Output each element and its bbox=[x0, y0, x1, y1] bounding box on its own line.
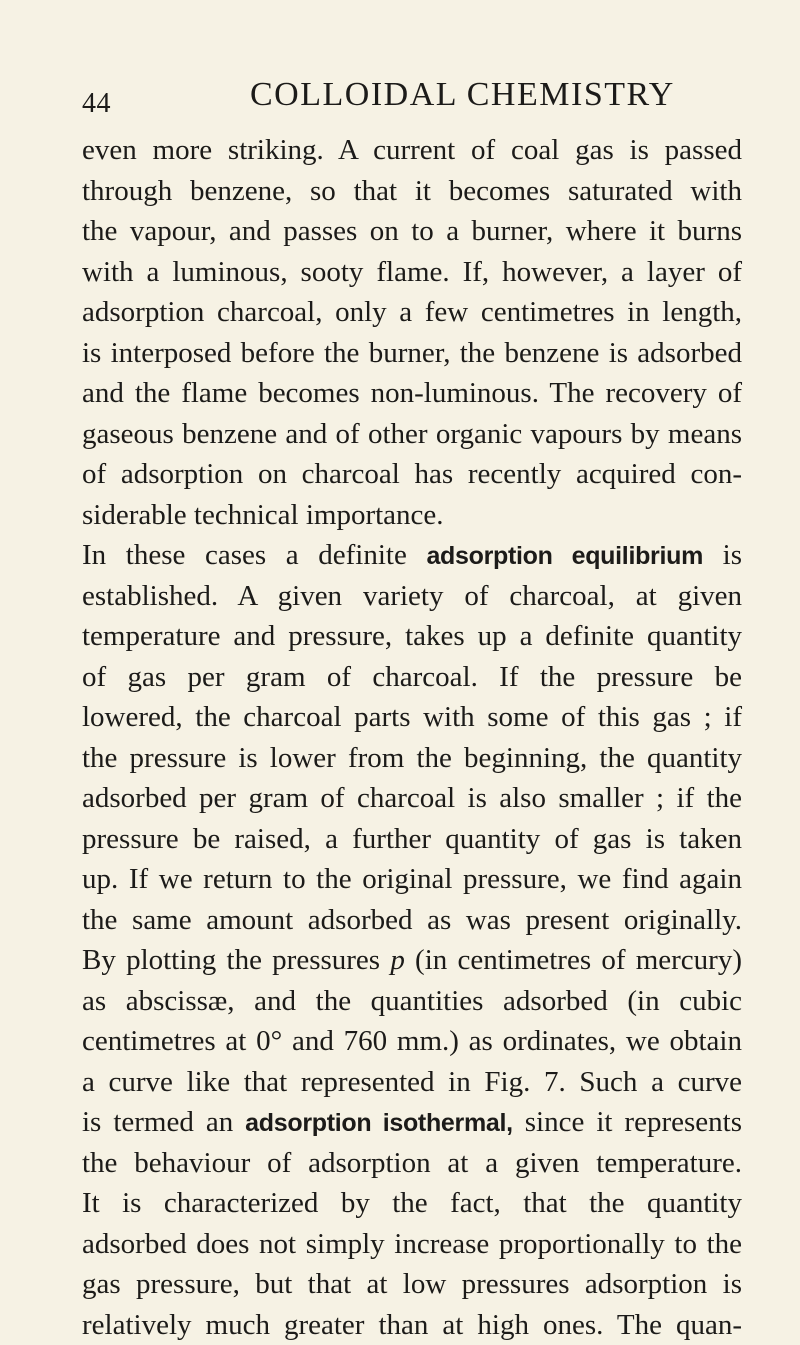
text-line bbox=[82, 1102, 742, 1143]
text-segment: since it represents bbox=[513, 1106, 742, 1138]
text-line: adsorbed per gram of charcoal is also smaller ; if the bbox=[82, 778, 742, 819]
text-line: established. A given variety of charcoal, at given bbox=[82, 576, 742, 617]
text-line: adsorbed does not simply increase proportionally to the bbox=[82, 1224, 742, 1265]
text-line: the behaviour of adsorption at a given temperature. bbox=[82, 1143, 742, 1184]
text-line: the same amount adsorbed as was present originally. bbox=[82, 900, 742, 941]
text-line: siderable technical importance. bbox=[82, 495, 742, 536]
text-line: temperature and pressure, takes up a definite quantity bbox=[82, 616, 742, 657]
text-line: even more striking. A current of coal gas is passed bbox=[82, 130, 742, 171]
text-line: with a luminous, sooty flame. If, however, a layer of bbox=[82, 252, 742, 293]
bold-term-adsorption-equilibrium: adsorption equilibrium bbox=[426, 542, 703, 570]
text-line: gas pressure, but that at low pressures adsorption is bbox=[82, 1264, 742, 1305]
text-line-paragraph-start bbox=[82, 535, 742, 576]
text-segment: is bbox=[703, 539, 742, 571]
text-line: adsorption charcoal, only a few centimetres in length, bbox=[82, 292, 742, 333]
text-line bbox=[82, 940, 742, 981]
text-line: up. If we return to the original pressure, we find again bbox=[82, 859, 742, 900]
text-segment: By plotting the pressures bbox=[82, 944, 390, 976]
text-line: of gas per gram of charcoal. If the pressure be bbox=[82, 657, 742, 698]
text-line: the vapour, and passes on to a burner, where it burns bbox=[82, 211, 742, 252]
text-line: a curve like that represented in Fig. 7. Such a curve bbox=[82, 1062, 742, 1103]
italic-symbol-p: p bbox=[390, 944, 405, 976]
text-line: and the flame becomes non-luminous. The recovery of bbox=[82, 373, 742, 414]
text-line: It is characterized by the fact, that the quantity bbox=[82, 1183, 742, 1224]
bold-term-adsorption-isothermal: adsorption isothermal, bbox=[245, 1109, 513, 1137]
text-line: of adsorption on charcoal has recently acquired con- bbox=[82, 454, 742, 495]
page-header bbox=[0, 76, 800, 116]
text-line: as abscissæ, and the quantities adsorbed (in cubic bbox=[82, 981, 742, 1022]
text-segment: is termed an bbox=[82, 1106, 245, 1138]
body-text bbox=[82, 130, 742, 1345]
running-title: COLLOIDAL CHEMISTRY bbox=[250, 76, 675, 114]
text-line: relatively much greater than at high ones. The quan- bbox=[82, 1305, 742, 1345]
text-segment: In these cases a definite bbox=[82, 539, 426, 571]
text-line: centimetres at 0° and 760 mm.) as ordinates, we obtain bbox=[82, 1021, 742, 1062]
text-line: gaseous benzene and of other organic vapours by means bbox=[82, 414, 742, 455]
text-line: is interposed before the burner, the benzene is adsorbed bbox=[82, 333, 742, 374]
text-line: through benzene, so that it becomes saturated with bbox=[82, 171, 742, 212]
text-segment: (in centimetres of mercury) bbox=[405, 944, 742, 976]
text-line: the pressure is lower from the beginning, the quantity bbox=[82, 738, 742, 779]
page-number: 44 bbox=[82, 88, 111, 120]
text-line: lowered, the charcoal parts with some of this gas ; if bbox=[82, 697, 742, 738]
text-line: pressure be raised, a further quantity of gas is taken bbox=[82, 819, 742, 860]
